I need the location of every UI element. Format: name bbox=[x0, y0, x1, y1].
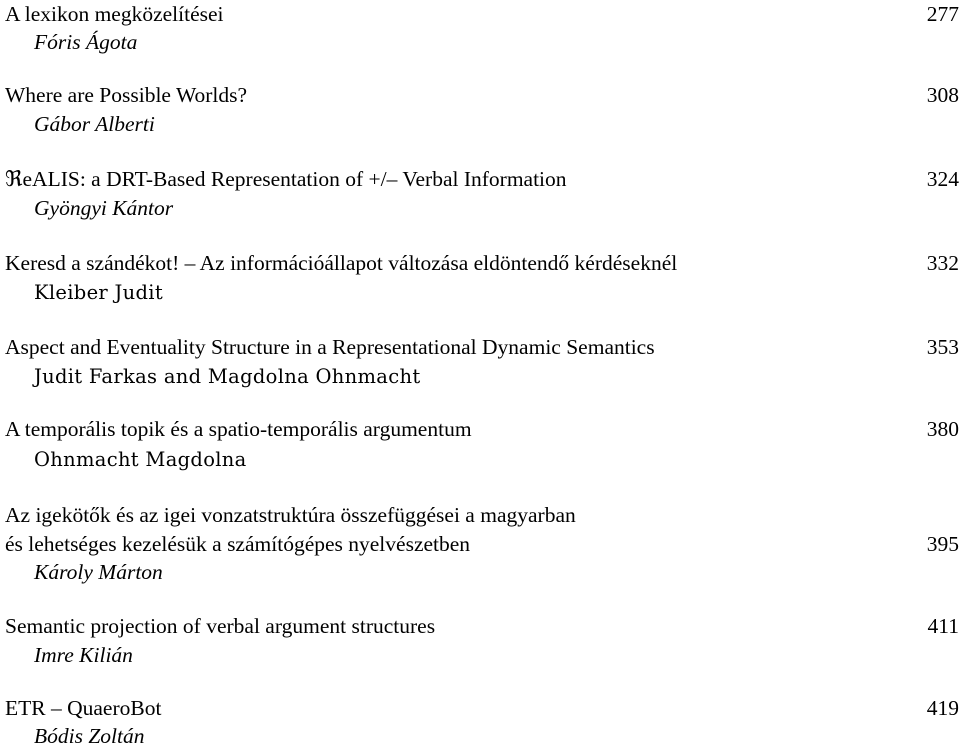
entry-author: Imre Kilián bbox=[34, 643, 133, 667]
entry-page-number: 353 bbox=[926, 335, 959, 359]
toc-entry bbox=[0, 165, 960, 220]
entry-page-number: 332 bbox=[926, 251, 959, 275]
entry-author: Károly Márton bbox=[34, 560, 163, 584]
toc-entry bbox=[0, 333, 960, 388]
entry-author: Gyöngyi Kántor bbox=[34, 196, 174, 220]
entry-page-number: 324 bbox=[926, 167, 959, 191]
entry-page-number: 277 bbox=[926, 2, 959, 26]
toc-entry bbox=[0, 694, 960, 748]
toc-entry-line bbox=[0, 81, 960, 110]
entry-title: A temporális topik és a spatio-temporális argumentum bbox=[5, 417, 472, 441]
entry-title: ETR – QuaeroBot bbox=[5, 696, 162, 720]
entry-author: Ohnmacht Magdolna bbox=[34, 448, 247, 471]
entry-page-number: 419 bbox=[926, 696, 959, 720]
toc-entry-line bbox=[0, 501, 960, 530]
toc-entry-line bbox=[0, 694, 960, 723]
toc-entry bbox=[0, 612, 960, 667]
toc-entry-line bbox=[0, 249, 960, 278]
entry-page-number: 380 bbox=[926, 417, 959, 441]
toc-entry bbox=[0, 415, 960, 471]
entry-page-number: 411 bbox=[927, 614, 959, 638]
entry-author: Gábor Alberti bbox=[34, 112, 155, 136]
entry-title: ℜeALIS: a DRT-Based Representation of +/– Verbal Information bbox=[5, 167, 567, 191]
toc-entry-line bbox=[0, 0, 960, 29]
entry-title: Semantic projection of verbal argument structures bbox=[5, 614, 436, 638]
entry-title-line-1: Az igekötők és az igei vonzatstruktúra összefüggései a magyarban bbox=[5, 503, 576, 527]
toc-entry-line bbox=[0, 333, 960, 362]
toc-entry bbox=[0, 0, 960, 54]
toc-entry-line bbox=[0, 415, 960, 444]
entry-page-number: 395 bbox=[926, 532, 959, 556]
toc-entry-line bbox=[0, 612, 960, 641]
entry-page-number: 308 bbox=[926, 83, 959, 107]
entry-author: Bódis Zoltán bbox=[34, 724, 145, 748]
entry-author: Fóris Ágota bbox=[34, 30, 138, 54]
entry-title: Where are Possible Worlds? bbox=[5, 83, 248, 107]
toc-entry bbox=[0, 249, 960, 304]
entry-title-line-2: és lehetséges kezelésük a számítógépes nyelvészetben bbox=[5, 532, 471, 556]
toc-entry-line bbox=[0, 165, 960, 194]
entry-title: Keresd a szándékot! – Az információállapot változása eldöntendő kérdéseknél bbox=[5, 251, 678, 275]
toc-entry bbox=[0, 81, 960, 136]
entry-author: Judit Farkas and Magdolna Ohnmacht bbox=[34, 365, 421, 388]
toc-entry bbox=[0, 501, 960, 584]
toc-entry-line bbox=[0, 530, 960, 559]
entry-title: A lexikon megközelítései bbox=[5, 2, 224, 26]
entry-title: Aspect and Eventuality Structure in a Representational Dynamic Semantics bbox=[5, 335, 655, 359]
entry-author: Kleiber Judit bbox=[34, 281, 163, 304]
